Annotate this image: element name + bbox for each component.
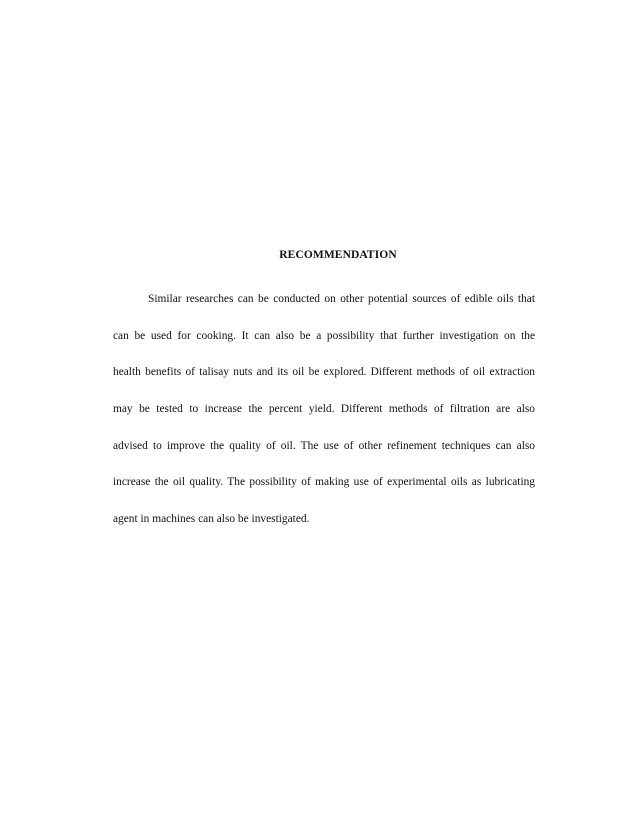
paragraph-line-6: increase the oil quality. The possibility of making use of experimental oils as lubricating: [113, 476, 535, 489]
paragraph-line-3: health benefits of talisay nuts and its oil be explored. Different methods of oil extraction: [113, 366, 535, 379]
paragraph-line-7: agent in machines can also be investigated.: [113, 513, 310, 526]
paragraph-line-5: advised to improve the quality of oil. The use of other refinement techniques can also: [113, 439, 535, 452]
section-heading: RECOMMENDATION: [279, 249, 397, 261]
paragraph-line-4: may be tested to increase the percent yield. Different methods of filtration are also: [113, 403, 535, 416]
paragraph-line-1: Similar researches can be conducted on other potential sources of edible oils that: [148, 293, 535, 305]
body-paragraph: [113, 291, 535, 548]
paragraph-line-2: can be used for cooking. It can also be a possibility that further investigation on the: [113, 329, 535, 342]
